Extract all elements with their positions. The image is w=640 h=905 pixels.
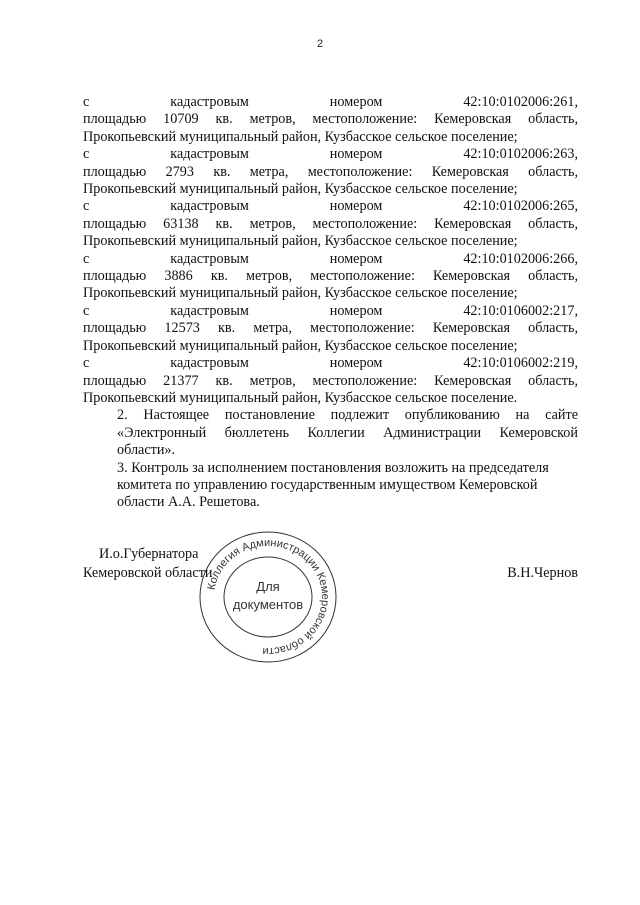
word: кадастровым bbox=[170, 250, 249, 267]
word: кадастровым bbox=[170, 355, 249, 372]
word: Кемеровская bbox=[434, 372, 512, 389]
word: 12573 bbox=[164, 320, 200, 337]
word: площадью bbox=[83, 163, 147, 180]
word: площадью bbox=[83, 268, 147, 285]
word: местоположение: bbox=[307, 163, 413, 180]
word: 42:10:0102006:265, bbox=[463, 198, 579, 215]
word: область, bbox=[528, 215, 578, 232]
word: область, bbox=[528, 111, 578, 128]
word: 42:10:0102006:261, bbox=[463, 94, 579, 110]
word: область, bbox=[528, 320, 578, 337]
word: номером bbox=[329, 198, 383, 215]
word: местоположение: bbox=[312, 111, 418, 128]
word: 63138 bbox=[163, 215, 199, 232]
page-number: 2 bbox=[316, 38, 324, 50]
word: местоположение: bbox=[310, 268, 415, 285]
word: метров, bbox=[249, 111, 296, 128]
paragraph-3: 3. Контроль за исполнением постановления возложить на председателя комитета по управлению государственным имуществом Кемеровской области А.А. Решетова. bbox=[117, 459, 549, 511]
word: 42:10:0106002:217, bbox=[463, 302, 579, 319]
item-line-3: Прокопьевский муниципальный район, Кузбасское сельское поселение; bbox=[83, 233, 518, 250]
word: с bbox=[83, 302, 90, 319]
signatory-title-line-2: Кемеровской области bbox=[83, 565, 213, 581]
word: с bbox=[83, 94, 90, 110]
word: Кемеровская bbox=[431, 163, 509, 180]
item-line-1 bbox=[83, 251, 578, 268]
item-line-3: Прокопьевский муниципальный район, Кузбасское сельское поселение; bbox=[83, 337, 518, 354]
word: кадастровым bbox=[170, 94, 249, 110]
item-line-3: Прокопьевский муниципальный район, Кузбасское сельское поселение. bbox=[83, 389, 518, 406]
word: область, bbox=[528, 268, 579, 285]
item-line-1 bbox=[83, 198, 578, 215]
word: 2793 bbox=[165, 163, 194, 180]
word: область, bbox=[528, 163, 579, 180]
word: кв. bbox=[215, 215, 233, 232]
paragraph-2: 2. Настоящее постановление подлежит опубликованию на сайте «Электронный бюллетень Коллегии Администрации Кемеровской области». bbox=[117, 407, 578, 459]
word: область, bbox=[528, 372, 578, 389]
item-line-3: Прокопьевский муниципальный район, Кузбасское сельское поселение; bbox=[83, 285, 518, 302]
word: с bbox=[83, 250, 90, 267]
word: кадастровым bbox=[170, 198, 249, 215]
word: 3886 bbox=[164, 268, 193, 285]
item-line-1 bbox=[83, 146, 578, 163]
cadastral-list bbox=[83, 94, 578, 407]
stamp-center-line-2: документов bbox=[232, 597, 304, 612]
stamp-ring-text: Коллегия Администрации Кемеровской области bbox=[205, 536, 332, 658]
word: местоположение: bbox=[310, 320, 415, 337]
word: с bbox=[83, 146, 90, 163]
item-line-3: Прокопьевский муниципальный район, Кузбасское сельское поселение; bbox=[83, 128, 518, 145]
word: Кемеровская bbox=[434, 215, 512, 232]
item-line-1 bbox=[83, 355, 578, 372]
word: 10709 bbox=[163, 111, 199, 128]
word: с bbox=[83, 355, 90, 372]
item-line-2 bbox=[83, 268, 578, 285]
word: 42:10:0102006:263, bbox=[463, 146, 579, 163]
stamp-center-line-1: Для bbox=[256, 579, 280, 594]
signatory-name: В.Н.Чернов bbox=[507, 565, 578, 581]
item-line-1 bbox=[83, 94, 578, 111]
item-line-2 bbox=[83, 164, 578, 181]
item-line-1 bbox=[83, 303, 578, 320]
word: площадью bbox=[83, 215, 147, 232]
item-line-2 bbox=[83, 216, 578, 233]
item-line-3: Прокопьевский муниципальный район, Кузбасское сельское поселение; bbox=[83, 181, 518, 198]
word: Кемеровская bbox=[434, 111, 512, 128]
official-stamp bbox=[193, 527, 343, 667]
word: 21377 bbox=[163, 372, 199, 389]
word: метров, bbox=[249, 372, 296, 389]
word: кв. bbox=[215, 111, 233, 128]
word: номером bbox=[329, 94, 383, 110]
word: Кемеровская bbox=[432, 268, 511, 285]
word: площадью bbox=[83, 111, 147, 128]
word: площадью bbox=[83, 320, 147, 337]
word: кадастровым bbox=[170, 146, 249, 163]
word: метров, bbox=[249, 215, 296, 232]
word: местоположение: bbox=[312, 372, 418, 389]
word: 42:10:0102006:266, bbox=[463, 250, 579, 267]
word: номером bbox=[329, 302, 383, 319]
item-line-2 bbox=[83, 111, 578, 128]
word: кадастровым bbox=[170, 302, 249, 319]
item-line-2 bbox=[83, 373, 578, 390]
word: с bbox=[83, 198, 90, 215]
document-body bbox=[83, 94, 578, 512]
word: 42:10:0106002:219, bbox=[463, 355, 579, 372]
word: номером bbox=[329, 146, 383, 163]
item-line-2 bbox=[83, 320, 578, 337]
word: площадью bbox=[83, 372, 147, 389]
signatory-title-line-1: И.о.Губернатора bbox=[99, 546, 199, 562]
word: номером bbox=[329, 250, 383, 267]
word: номером bbox=[329, 355, 383, 372]
word: Кемеровская bbox=[432, 320, 510, 337]
word: метров, bbox=[246, 268, 293, 285]
word: местоположение: bbox=[312, 215, 418, 232]
word: метра, bbox=[253, 320, 292, 337]
word: кв. bbox=[218, 320, 236, 337]
word: кв. bbox=[213, 163, 231, 180]
word: кв. bbox=[210, 268, 228, 285]
word: кв. bbox=[215, 372, 233, 389]
word: метра, bbox=[249, 163, 289, 180]
